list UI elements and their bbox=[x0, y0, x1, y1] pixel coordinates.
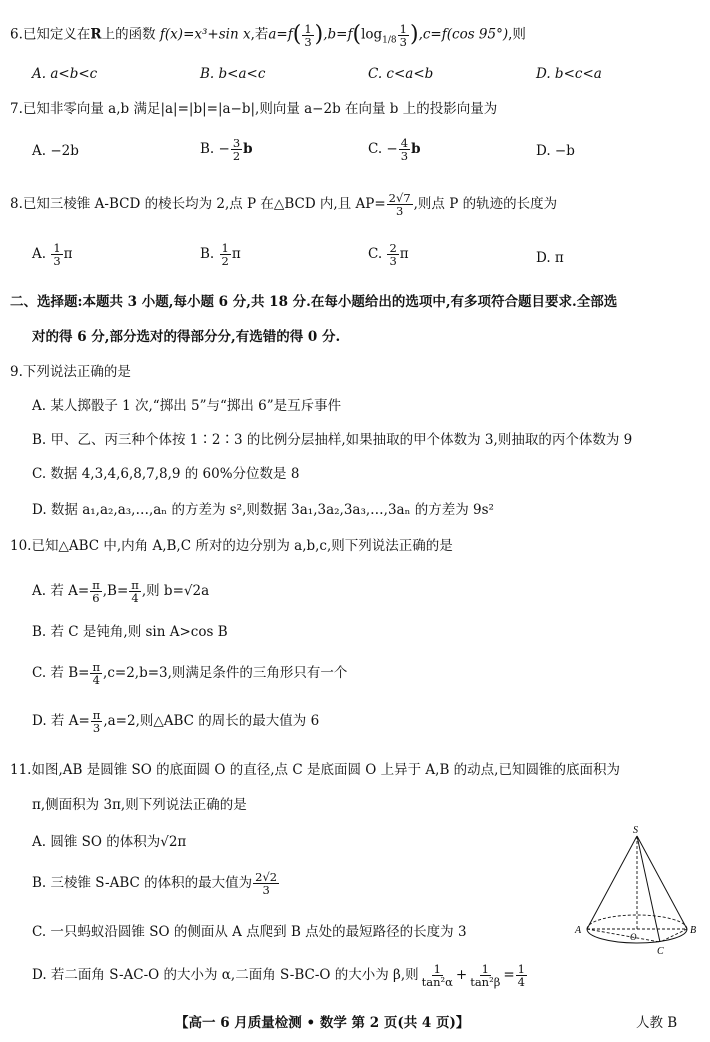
q7-option-d: D. −b bbox=[536, 143, 575, 159]
q8-option-a: A. $\frac{1}{3}$ π bbox=[32, 241, 73, 269]
section2-heading-line2: 对的得 6 分,部分选对的得部分分,有选错的得 0 分. bbox=[32, 329, 341, 345]
q8-option-d: D. π bbox=[536, 250, 564, 266]
q9-option-d: D. 数据 a₁,a₂,a₃,…,aₙ 的方差为 s²,则数据 3a₁,3a₂,3a₃,…,3aₙ 的方差为 9s² bbox=[32, 502, 494, 518]
chord-bc bbox=[660, 929, 687, 942]
q7-stem: 7.已知非零向量 a,b 满足|a|=|b|=|a−b|,则向量 a−2b 在向量 b 上的投影向量为 bbox=[10, 101, 498, 117]
label-s: S bbox=[633, 825, 638, 836]
q11-option-d: D. 若二面角 S-AC-O 的大小为 α,二面角 S-BC-O 的大小为 β,则 $\frac{1}{\text{tan²α}}$ + $\frac{1}{\text{tan²β}}$ = $\frac{1}{4}$ bbox=[32, 962, 525, 990]
q7-option-a: A. −2b bbox=[32, 143, 79, 159]
cone-figure bbox=[572, 824, 702, 964]
q10-option-b: B. 若 C 是钝角,则 sin A>cos B bbox=[32, 624, 228, 640]
q10-stem: 10.已知△ABC 中,内角 A,B,C 所对的边分别为 a,b,c,则下列说法正确的是 bbox=[10, 538, 453, 554]
q7-option-b: B. − $\frac{3}{2}$ b bbox=[200, 136, 253, 164]
q10-option-c: C. 若 B= $\frac{\pi}{4}$ ,c=2,b=3,则满足条件的三角形只有一个 bbox=[32, 660, 348, 688]
q8-option-c: C. $\frac{2}{3}$ π bbox=[368, 241, 409, 269]
q6-stem: 6.已知定义在R上的函数 f(x)=x³+sin x,若a=f( $\frac{1}{3}$ )$,b=f(\log_{1/8}$ $\frac{1}{3}$ ),c=f(cos 95°),则 bbox=[10, 21, 526, 49]
q6-option-a: A. a<b<c bbox=[32, 66, 98, 82]
q9-option-a: A. 某人掷骰子 1 次,“掷出 5”与“掷出 6”是互斥事件 bbox=[32, 398, 342, 414]
q10-option-d: D. 若 A= $\frac{\pi}{3}$ ,a=2,则△ABC 的周长的最大值为 6 bbox=[32, 708, 320, 736]
section2-heading-line1: 二、选择题:本题共 3 小题,每小题 6 分,共 18 分.在每小题给出的选项中,有多项符合题目要求.全部选 bbox=[10, 294, 618, 310]
label-b: B bbox=[690, 925, 697, 936]
q9-stem: 9.下列说法正确的是 bbox=[10, 364, 131, 380]
q9-option-c: C. 数据 4,3,4,6,8,7,8,9 的 60%分位数是 8 bbox=[32, 466, 300, 482]
q6-option-d: D. b<c<a bbox=[536, 66, 602, 82]
q8-option-b: B. $\frac{1}{2}$ π bbox=[200, 241, 241, 269]
edition-label: 人教 B bbox=[636, 1015, 678, 1031]
q6-option-b: B. b<a<c bbox=[200, 66, 266, 82]
edge-sc bbox=[637, 836, 660, 942]
label-c: C bbox=[657, 946, 664, 957]
page-footer: 【高一 6 月质量检测 • 数学 第 2 页(共 4 页)】 bbox=[175, 1015, 470, 1031]
label-o: O bbox=[630, 932, 637, 942]
label-a: A bbox=[575, 925, 582, 936]
q8-stem: 8.已知三棱锥 A-BCD 的棱长均为 2,点 P 在△BCD 内,且 AP= $\frac{2√7}{3}$ ,则点 P 的轨迹的长度为 bbox=[10, 191, 558, 219]
q10-option-a: A. 若 A= $\frac{\pi}{6}$ ,B= $\frac{\pi}{4}$ ,则 b=√2a bbox=[32, 578, 210, 606]
q11-option-c: C. 一只蚂蚁沿圆锥 SO 的侧面从 A 点爬到 B 点处的最短路径的长度为 3 bbox=[32, 924, 467, 940]
q11-option-b: B. 三棱锥 S-ABC 的体积的最大值为 $\frac{2√2}{3}$ bbox=[32, 870, 278, 898]
q9-option-b: B. 甲、乙、丙三种个体按 1∶2∶3 的比例分层抽样,如果抽取的甲个体数为 3,则抽取的丙个体数为 9 bbox=[32, 432, 633, 448]
q7-option-c: C. − $\frac{4}{3}$ b bbox=[368, 136, 421, 164]
q11-stem-line1: 11.如图,AB 是圆锥 SO 的底面圆 O 的直径,点 C 是底面圆 O 上异于 A,B 的动点,已知圆锥的底面积为 bbox=[10, 762, 620, 778]
q11-stem-line2: π,侧面积为 3π,则下列说法正确的是 bbox=[32, 797, 247, 813]
q6-option-c: C. c<a<b bbox=[368, 66, 434, 82]
chord-ac bbox=[587, 929, 660, 942]
q11-option-a: A. 圆锥 SO 的体积为√2π bbox=[32, 834, 187, 850]
